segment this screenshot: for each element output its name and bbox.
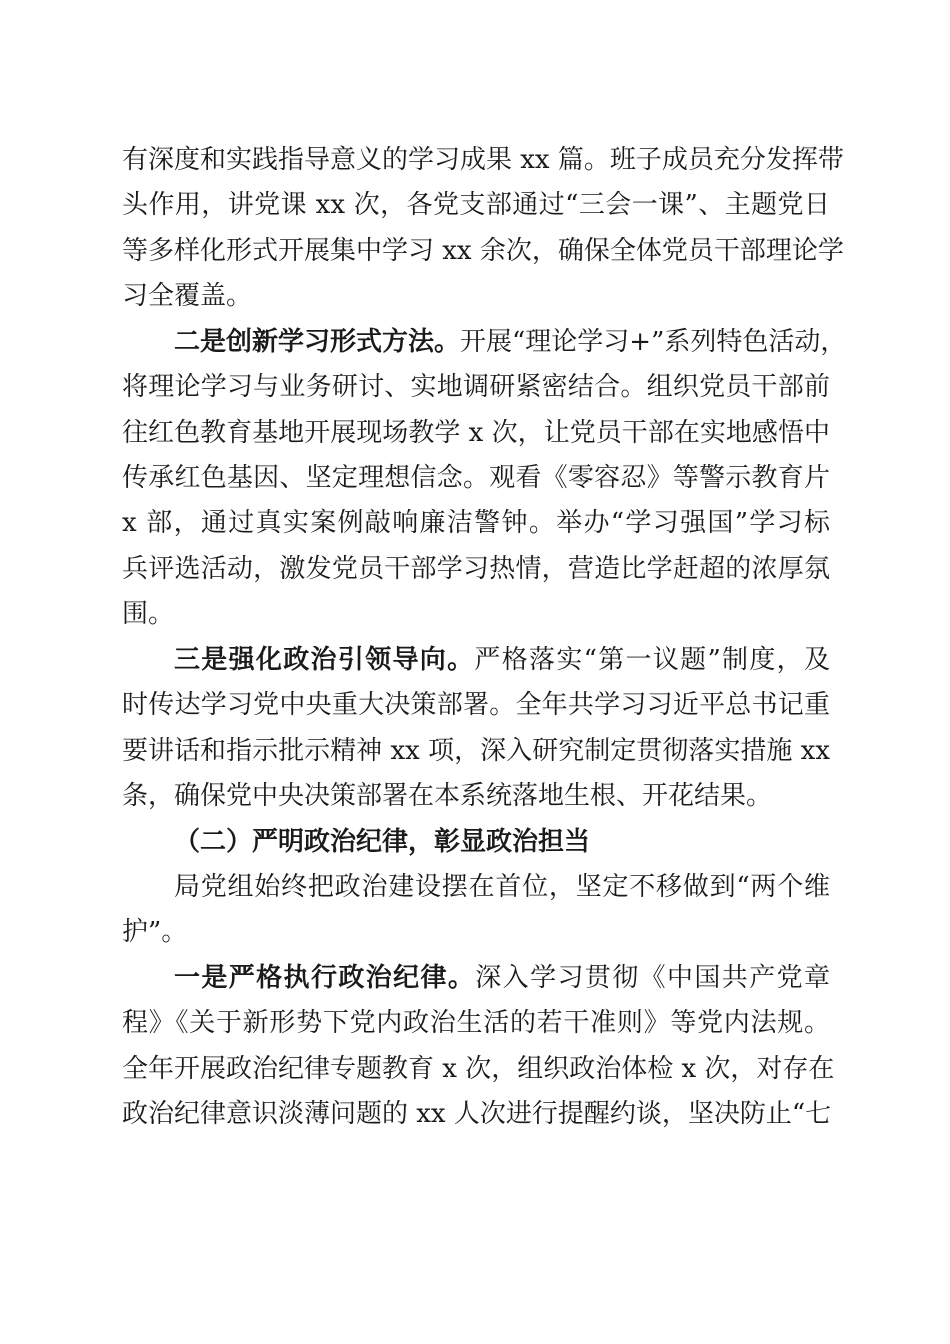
paragraph-lead: 一是严格执行政治纪律。 [174, 963, 476, 993]
text-line: 兵评选活动，激发党员干部学习热情，营造比学赶超的浓厚氛 [122, 554, 830, 584]
text-line: 局党组始终把政治建设摆在首位，坚定不移做到“两个维 [174, 872, 830, 902]
text-line: 要讲话和指示批示精神 xx 项，深入研究制定贯彻落实措施 xx [122, 736, 830, 766]
text-segment: 深入学习贯彻《中国共产党章 [475, 963, 830, 993]
text-line [174, 640, 830, 680]
text-line: 程》《关于新形势下党内政治生活的若干准则》等党内法规。 [122, 1008, 830, 1038]
paragraph-lead: 二是创新学习形式方法。 [174, 327, 461, 357]
text-line: 围。 [122, 599, 175, 629]
text-line: 条，确保党中央决策部署在本系统落地生根、开花结果。 [122, 781, 773, 811]
text-line: 有深度和实践指导意义的学习成果 xx 篇。班子成员充分发挥带 [122, 145, 844, 175]
text-segment: 开展“理论学习+”系列特色活动， [460, 327, 847, 357]
text-line: 护”。 [122, 917, 188, 947]
text-line: 头作用，讲党课 xx 次，各党支部通过“三会一课”、主题党日 [122, 190, 830, 220]
text-line: 习全覆盖。 [122, 281, 253, 311]
text-line: x 部，通过真实案例敲响廉洁警钟。举办“学习强国”学习标 [122, 508, 830, 538]
text-line: 将理论学习与业务研讨、实地调研紧密结合。组织党员干部前 [122, 372, 830, 402]
text-line: 等多样化形式开展集中学习 xx 余次，确保全体党员干部理论学 [122, 236, 844, 266]
text-line [174, 322, 847, 362]
text-segment: 严格落实“第一议题”制度，及 [474, 645, 830, 675]
text-line: 传承红色基因、坚定理想信念。观看《零容忍》等警示教育片 [122, 463, 830, 493]
paragraph-lead: 三是强化政治引领导向。 [174, 645, 475, 675]
text-line: 往红色教育基地开展现场教学 x 次，让党员干部在实地感悟中 [122, 418, 830, 448]
text-line: 政治纪律意识淡薄问题的 xx 人次进行提醒约谈，坚决防止“七 [122, 1099, 832, 1129]
text-line: 时传达学习党中央重大决策部署。全年共学习习近平总书记重 [122, 690, 830, 720]
text-line: 全年开展政治纪律专题教育 x 次，组织政治体检 x 次，对存在 [122, 1054, 835, 1084]
section-heading: （二）严明政治纪律，彰显政治担当 [174, 827, 591, 857]
text-line [174, 958, 830, 998]
